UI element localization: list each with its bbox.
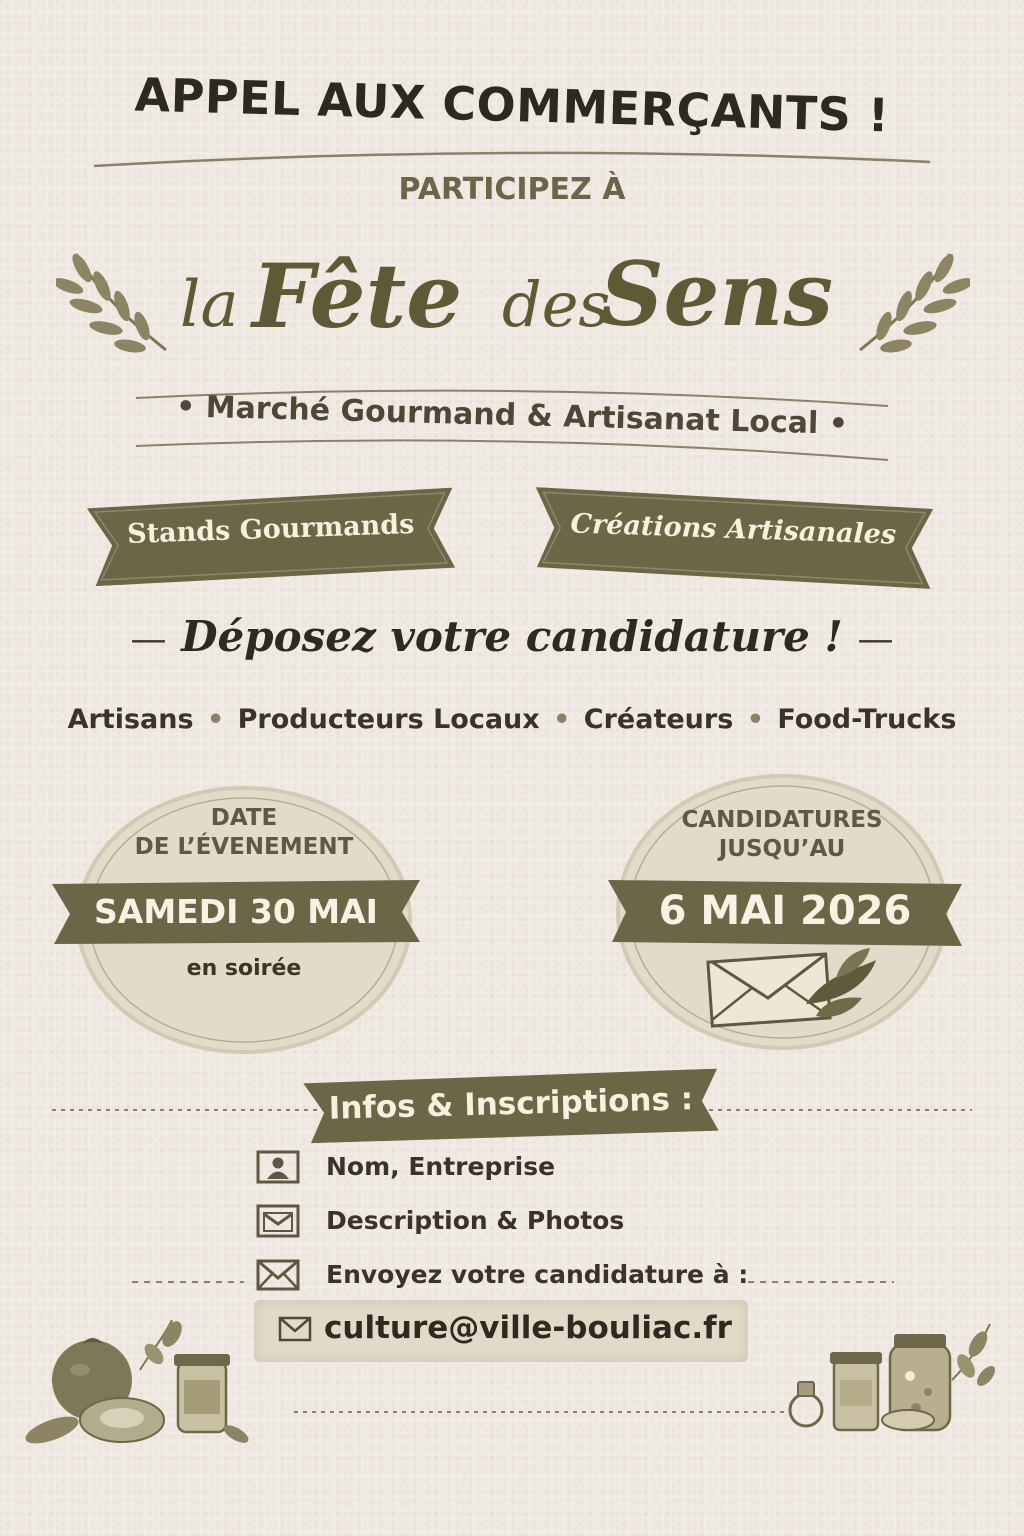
photo-icon xyxy=(256,1204,300,1238)
participant-item: Artisans xyxy=(67,704,194,735)
subtitle-block xyxy=(130,384,894,464)
ribbon-left-label: Stands Gourmands xyxy=(126,509,415,551)
deadline-title-line1: CANDIDATURES xyxy=(681,807,883,833)
headline: APPEL AUX COMMERÇANTS ! xyxy=(133,67,891,143)
participant-item: Producteurs Locaux xyxy=(237,704,540,735)
deadline-title xyxy=(644,806,920,864)
participate-text: PARTICIPEZ À xyxy=(398,172,626,207)
send-dotted-line-right xyxy=(748,1280,894,1284)
participants-list xyxy=(40,704,984,735)
subtitle: • Marché Gourmand & Artisanat Local • xyxy=(175,389,849,442)
send-dotted-line-left xyxy=(132,1280,244,1284)
dash-left: — xyxy=(130,619,167,660)
ribbon-creations-artisanales xyxy=(533,487,934,591)
deadline-title-line2: JUSQU’AU xyxy=(718,835,846,862)
person-icon xyxy=(256,1150,300,1184)
event-date-title-line2: DE L’ÉVENEMENT xyxy=(134,833,354,860)
call-to-action xyxy=(60,612,964,661)
info-row-name xyxy=(256,1150,896,1190)
ribbon-right-label: Créations Artisanales xyxy=(570,508,897,551)
event-date-title-line1: DATE xyxy=(210,805,278,831)
jars-illustration-icon xyxy=(782,1320,1002,1440)
separator-dot: • xyxy=(553,704,571,735)
event-date-band xyxy=(52,880,420,944)
infos-heading: Infos & Inscriptions : xyxy=(328,1081,694,1127)
event-title-des: des xyxy=(502,268,611,341)
envelope-leaf-icon xyxy=(706,944,886,1028)
dash-right: — xyxy=(857,619,894,660)
event-date-value: SAMEDI 30 MAI xyxy=(94,892,378,931)
event-title-sens: Sens xyxy=(600,242,834,346)
email-box[interactable] xyxy=(254,1300,748,1362)
headline-divider xyxy=(92,146,932,170)
info-row-text: Nom, Entreprise xyxy=(326,1152,556,1181)
event-title xyxy=(150,228,874,348)
info-row-send xyxy=(256,1258,896,1298)
infos-heading-banner xyxy=(303,1069,719,1144)
mail-icon xyxy=(278,1316,312,1342)
info-row-description xyxy=(256,1204,896,1244)
event-title-fete: Fête xyxy=(252,244,463,348)
event-date-badge xyxy=(74,784,414,1056)
separator-dot: • xyxy=(206,704,225,735)
separator-dot: • xyxy=(746,704,764,735)
info-row-text: Description & Photos xyxy=(326,1206,625,1235)
envelope-icon xyxy=(256,1258,300,1292)
event-title-la: la xyxy=(180,268,239,342)
deadline-badge xyxy=(614,772,950,1052)
bottom-dotted-line xyxy=(294,1410,784,1414)
produce-illustration-icon xyxy=(22,1310,252,1450)
event-date-title xyxy=(114,804,374,862)
participant-item: Food-Trucks xyxy=(777,704,957,735)
deadline-value: 6 MAI 2026 xyxy=(658,888,912,934)
participant-item: Créateurs xyxy=(583,704,734,735)
email-address[interactable]: culture@ville-bouliac.fr xyxy=(324,1310,732,1346)
info-row-text: Envoyez votre candidature à : xyxy=(326,1260,749,1289)
ribbon-stands-gourmands xyxy=(87,488,456,587)
event-time: en soirée xyxy=(186,956,302,981)
call-text: Déposez votre candidature ! xyxy=(181,612,843,661)
deadline-band xyxy=(608,878,962,948)
